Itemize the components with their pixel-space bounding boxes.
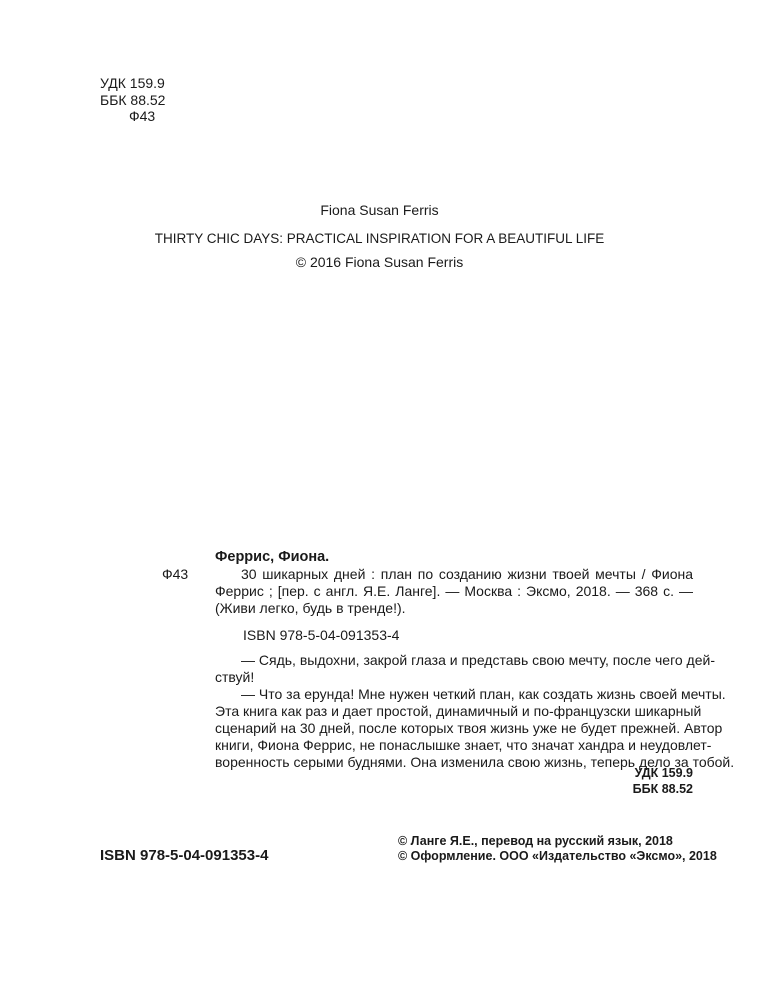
catalog-author-code: Ф43 (162, 566, 189, 582)
description-line: Феррис ; [пер. с англ. Я.Е. Ланге]. — Москва : Эксмо, 2018. — 368 с. — (215, 583, 693, 599)
annotation (215, 652, 735, 771)
original-copyright: © 2016 Fiona Susan Ferris (295, 254, 464, 270)
annotation-line: Эта книга как раз и дает простой, динамичный и по-французски шикарный (215, 703, 702, 719)
original-title: THIRTY CHIC DAYS: PRACTICAL INSPIRATION FOR A BEAUTIFUL LIFE (154, 231, 605, 246)
annotation-line: воренность серыми буднями. Она изменила свою жизнь, теперь дело за тобой. (215, 754, 735, 770)
catalog-description (215, 566, 693, 617)
annotation-line: — Сядь, выдохни, закрой глаза и представь свою мечту, после чего дей- (241, 652, 715, 668)
catalog-author-heading: Феррис, Фиона. (215, 549, 330, 565)
description-line: 30 шикарных дней : план по созданию жизни твоей мечты / Фиона (241, 566, 693, 582)
copyright-design: © Оформление. ООО «Издательство «Эксмо», 2018 (398, 849, 717, 863)
bbk-code-bottom: ББК 88.52 (632, 782, 693, 796)
catalog-isbn: ISBN 978-5-04-091353-4 (243, 627, 400, 643)
annotation-line: книги, Фиона Феррис, не понаслышке знает, что значат хандра и неудовлет- (215, 737, 712, 753)
annotation-line: — Что за ерунда! Мне нужен четкий план, как создать жизнь своей мечты. (241, 686, 726, 702)
copyright-translation: © Ланге Я.Е., перевод на русский язык, 2018 (398, 834, 673, 848)
original-author: Fiona Susan Ferris (320, 202, 439, 218)
bbk-code-top: ББК 88.52 (100, 92, 166, 108)
footer-isbn: ISBN 978-5-04-091353-4 (100, 847, 269, 864)
udk-code-top: УДК 159.9 (100, 75, 165, 91)
author-code-top: Ф43 (129, 108, 156, 124)
annotation-line: ствуй! (215, 669, 255, 685)
description-line: (Живи легко, будь в тренде!). (215, 600, 406, 616)
annotation-line: сценарий на 30 дней, после которых твоя жизнь уже не будет прежней. Автор (215, 720, 723, 736)
udk-code-bottom: УДК 159.9 (634, 766, 693, 780)
